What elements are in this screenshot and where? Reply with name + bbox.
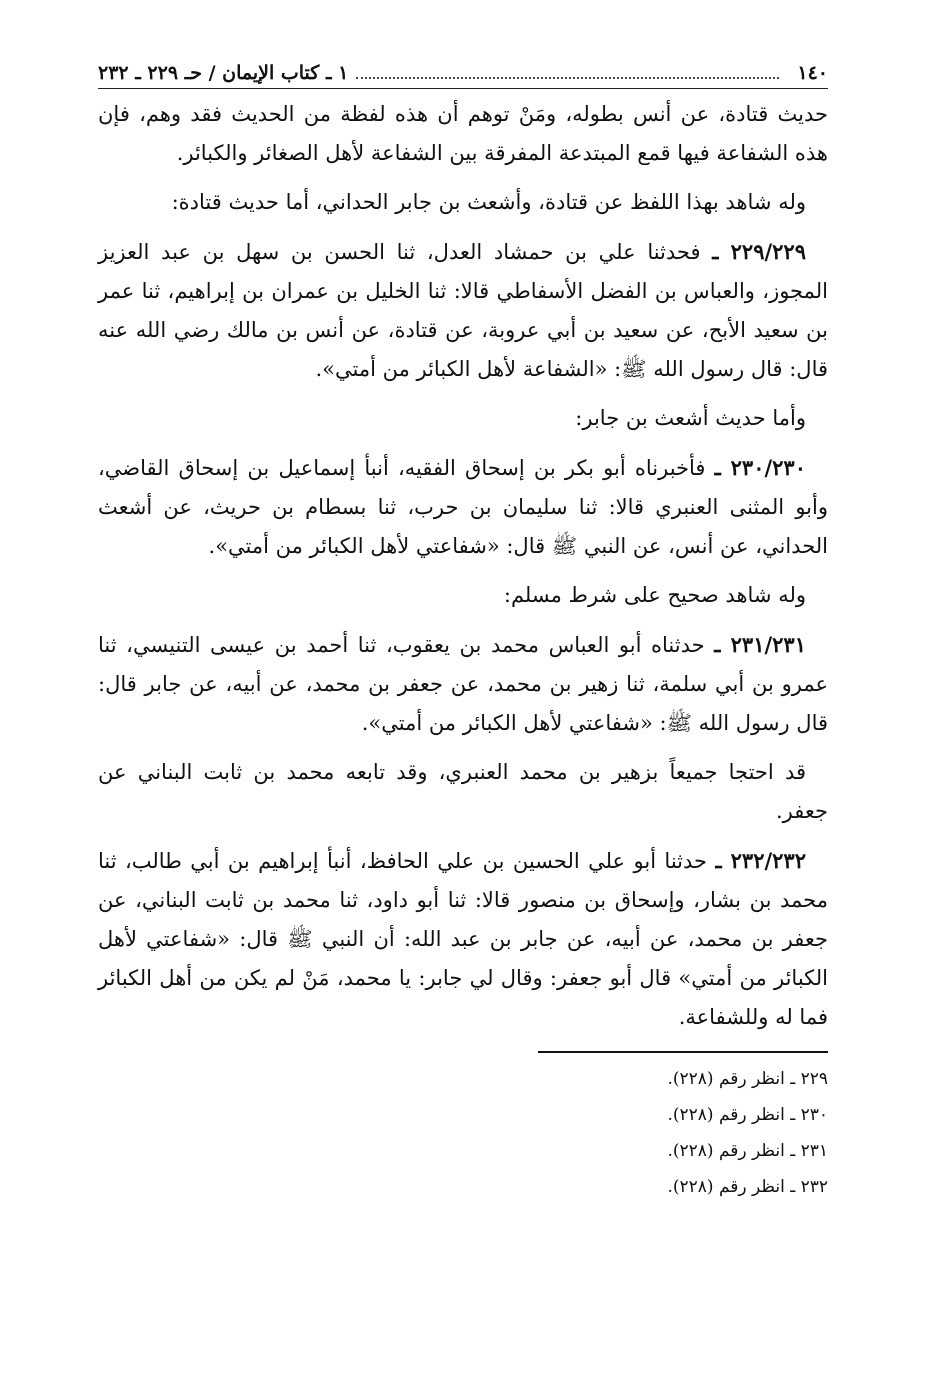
- hadith-number: ٢٣١/٢٣١ ـ: [714, 632, 806, 657]
- hadith-number: ٢٢٩/٢٢٩ ـ: [712, 239, 806, 264]
- paragraph-text: وأما حديث أشعث بن جابر:: [575, 406, 806, 430]
- paragraph: [98, 576, 828, 615]
- hadith-text: حدثنا أبو علي الحسين بن علي الحافظ، أنبأ إبراهيم بن أبي طالب، ثنا محمد بن بشار، وإسحاق بن منصور قالا: ثنا أبو داود، ثنا محمد بن ثابت البناني، عن جعفر بن محمد، عن أبيه، عن جابر بن عبد الله: أن النبي ﷺ قال: «شفاعتي لأهل الكبائر من أمتي» قال أبو جعفر: وقال لي جابر: يا محمد، مَنْ لم يكن من أهل الكبائر فما له وللشفاعة.: [98, 849, 828, 1029]
- book-page: [98, 58, 828, 1205]
- paragraph-text: حديث قتادة، عن أنس بطوله، ومَنْ توهم أن هذه لفظة من الحديث فقد وهم، فإن هذه الشفاعة فيها قمع المبتدعة المفرقة بين الشفاعة لأهل الصغائر والكبائر.: [98, 102, 828, 165]
- hadith-number: ٢٣٠/٢٣٠ ـ: [714, 455, 806, 480]
- paragraph: [98, 399, 828, 438]
- footnote: ٢٣٢ ـ انظر رقم (٢٢٨).: [667, 1177, 828, 1197]
- hadith-text: فأخبرناه أبو بكر بن إسحاق الفقيه، أنبأ إسماعيل بن إسحاق القاضي، وأبو المثنى العنبري قالا: ثنا سليمان بن حرب، ثنا بسطام بن حريث، عن أشعث الحداني، عن أنس، عن النبي ﷺ قال: «شفاعتي لأهل الكبائر من أمتي».: [98, 456, 828, 558]
- paragraph: [98, 753, 828, 831]
- hadith-text: حدثناه أبو العباس محمد بن يعقوب، ثنا أحمد بن عيسى التنيسي، ثنا عمرو بن أبي سلمة، ثنا زهير بن محمد، عن جعفر بن محمد، عن أبيه، عن جابر قال: قال رسول الله ﷺ: «شفاعتي لأهل الكبائر من أمتي».: [98, 633, 828, 735]
- hadith-paragraph: [98, 841, 828, 1037]
- main-text: [98, 95, 828, 1037]
- page-number: ١٤٠: [797, 62, 828, 84]
- paragraph-text: وله شاهد صحيح على شرط مسلم:: [503, 583, 806, 607]
- header-leader-dots: [356, 77, 779, 79]
- paragraph-text: قد احتجا جميعاً بزهير بن محمد العنبري، وقد تابعه محمد بن ثابت البناني عن جعفر.: [98, 760, 828, 823]
- hadith-paragraph: [98, 232, 828, 389]
- hadith-text: فحدثنا علي بن حمشاد العدل، ثنا الحسن بن سهل بن عبد العزيز المجوز، والعباس بن الفضل الأسفاطي قالا: ثنا الخليل بن عمران بن إبراهيم، ثنا عمر بن سعيد الأبح، عن سعيد بن أبي عروبة، عن قتادة، عن أنس بن مالك رضي الله عنه قال: قال رسول الله ﷺ: «الشفاعة لأهل الكبائر من أمتي».: [98, 240, 828, 381]
- footnote: ٢٣٠ ـ انظر رقم (٢٢٨).: [667, 1105, 828, 1125]
- hadith-paragraph: [98, 625, 828, 743]
- footnote-separator: [538, 1051, 828, 1053]
- hadith-paragraph: [98, 448, 828, 566]
- chapter-title: ١ ـ كتاب الإيمان / حـ ٢٢٩ ـ ٢٣٢: [98, 62, 349, 84]
- footnote: ٢٣١ ـ انظر رقم (٢٢٨).: [667, 1141, 828, 1161]
- hadith-number: ٢٣٢/٢٣٢ ـ: [715, 848, 806, 873]
- paragraph: [98, 183, 828, 222]
- running-header: [98, 58, 828, 89]
- paragraph: [98, 95, 828, 173]
- footnotes: [98, 1061, 828, 1205]
- paragraph-text: وله شاهد بهذا اللفظ عن قتادة، وأشعث بن جابر الحداني، أما حديث قتادة:: [171, 190, 806, 214]
- footnote: ٢٢٩ ـ انظر رقم (٢٢٨).: [667, 1069, 828, 1089]
